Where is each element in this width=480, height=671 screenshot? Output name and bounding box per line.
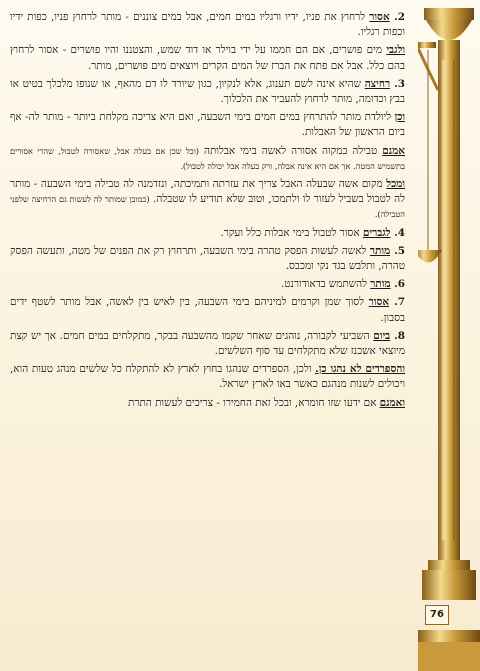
- paragraph-lead-word: לגברים: [362, 226, 391, 239]
- page-number: 76: [425, 605, 449, 625]
- paragraph: [10, 10, 405, 40]
- paragraph: [10, 362, 405, 392]
- paragraph-text: אסור לטבול בימי אבלות כלל ועקר.: [220, 226, 360, 239]
- paragraph-note: (כמובן שמותר לה לעשות גם הרחיצה שלפני הטבילה).: [10, 194, 405, 220]
- paragraph-number: 7.: [389, 296, 405, 309]
- decorative-pillar: [418, 0, 480, 671]
- paragraph: [10, 226, 405, 241]
- paragraph-lead-word: וכן: [394, 111, 405, 124]
- paragraph-lead-word: אסור: [369, 11, 390, 23]
- paragraph: [10, 110, 405, 140]
- paragraph-text: ולכן, הספרדים שנהגו בחוץ לארץ לא להתקלח כל שלשים מנהג טעות הוא, ויכולים לשנות מנהגם כאשר באו לארץ ישראל.: [10, 363, 405, 391]
- paragraph-text: אם ידעו שזו חומרא, ובכל זאת החמירו - צריכים לעשות התרת: [128, 396, 377, 409]
- paragraph-number: 5.: [390, 244, 405, 257]
- paragraph-text: השביעי לקבורה, נוהגים שאחר שקמו מהשבעה בבקר, מתקלחים במים חמים. אך יש קצת מיוצאי אשכנז שלא מתקלחים עד סוף השלשים.: [10, 329, 405, 358]
- paragraph-text: מקום אשה שבעלה האבל צריך את עזרתה ותמיכתה, ונזדמנה לה טבילה בימי השבעה - מותר לה לטבול בשביל לעזור לו ולתמכו, וטוב שלא תודיע לו שטבלה.: [10, 178, 405, 206]
- paragraph-lead-word: רחיצה: [364, 77, 391, 90]
- paragraph-lead-word: אמנם: [382, 144, 405, 157]
- paragraph-lead-word: ולגבי: [386, 44, 405, 57]
- paragraph-text: לאשה לעשות הפסק טהרה בימי השבעה, ותרחוץ רק את הפנים של מטה, ותעשה הפסק טהרה, ותלבש בגד נקי ומכבס.: [10, 244, 405, 273]
- paragraph-text: טבילה במקוה אסורה לאשה בימי אבלותה: [204, 144, 378, 157]
- document-body: [10, 10, 405, 414]
- paragraph: [10, 144, 405, 174]
- paragraph-text: להשתמש בדאודורנט.: [280, 278, 367, 291]
- paragraph-lead-word: ביום: [373, 329, 391, 342]
- paragraph: [10, 396, 405, 411]
- paragraph: [10, 244, 405, 274]
- paragraph-lead-word: אסור: [368, 296, 390, 309]
- paragraph-note: (וכל שכן אם בעלה אבל, שאסורה לטבול, שהרי אסורים בתשמיש המטה. אך אם היא אינה אבלה, ורק בעלה אבל יכולה לטבול).: [10, 145, 405, 171]
- paragraph-text: מים פושרים, אם הם חממו על ידי בוילר או דוד שמש, והצטננו והיו פושרים - אסור לרחוץ בהם כלל. אבל אם פתח את הברז של המים הקרים ויוצאים מים פושרים, מותר.: [10, 44, 405, 72]
- paragraph: [10, 77, 405, 107]
- paragraph-number: 8.: [390, 329, 405, 342]
- paragraph-number: 2.: [389, 11, 405, 23]
- paragraph-number: 6.: [390, 278, 405, 291]
- paragraph-lead-word: ומכל: [386, 178, 405, 191]
- paragraph-lead-word: מותר: [369, 244, 391, 257]
- paragraph-lead-word: ואמנם: [379, 396, 405, 409]
- paragraph-lead-word: מותר: [370, 278, 391, 291]
- paragraph-text: ליולדת מותר להתרחץ במים חמים בימי השבעה, ואם היא צריכה מקלחת ביותר - מותר לה- אף ביום הראשון של האבלות.: [10, 111, 405, 139]
- paragraph-text: לרחוץ את פניו, ידיו ורגליו במים חמים, אבל במים צוננים - מותר לרחוץ פניו, כפות ידיו וכפות רגליו.: [10, 11, 405, 39]
- paragraph-number: 4.: [390, 226, 405, 239]
- paragraph: [10, 295, 405, 325]
- paragraph: [10, 329, 405, 359]
- paragraph-text: שהיא אינה לשם תענוג, אלא לנקיון, כגון שיורד לו דם מהאף, או שנופו מלכלך בטיט או בבץ וכדומה, מותר לרחוץ להעביר את הלכלוך.: [10, 77, 405, 106]
- paragraph-text: לסוך שמן וקרמים למיניהם בימי השבעה, בין לאיש בין לאשה, אבל מותר לשטף ידים בסבון.: [10, 296, 405, 324]
- paragraph: [10, 277, 405, 292]
- paragraph-lead-word: והספרדים לא נהגו כן.: [315, 363, 405, 376]
- paragraph: [10, 177, 405, 223]
- paragraph: [10, 43, 405, 73]
- paragraph-number: 3.: [390, 77, 405, 90]
